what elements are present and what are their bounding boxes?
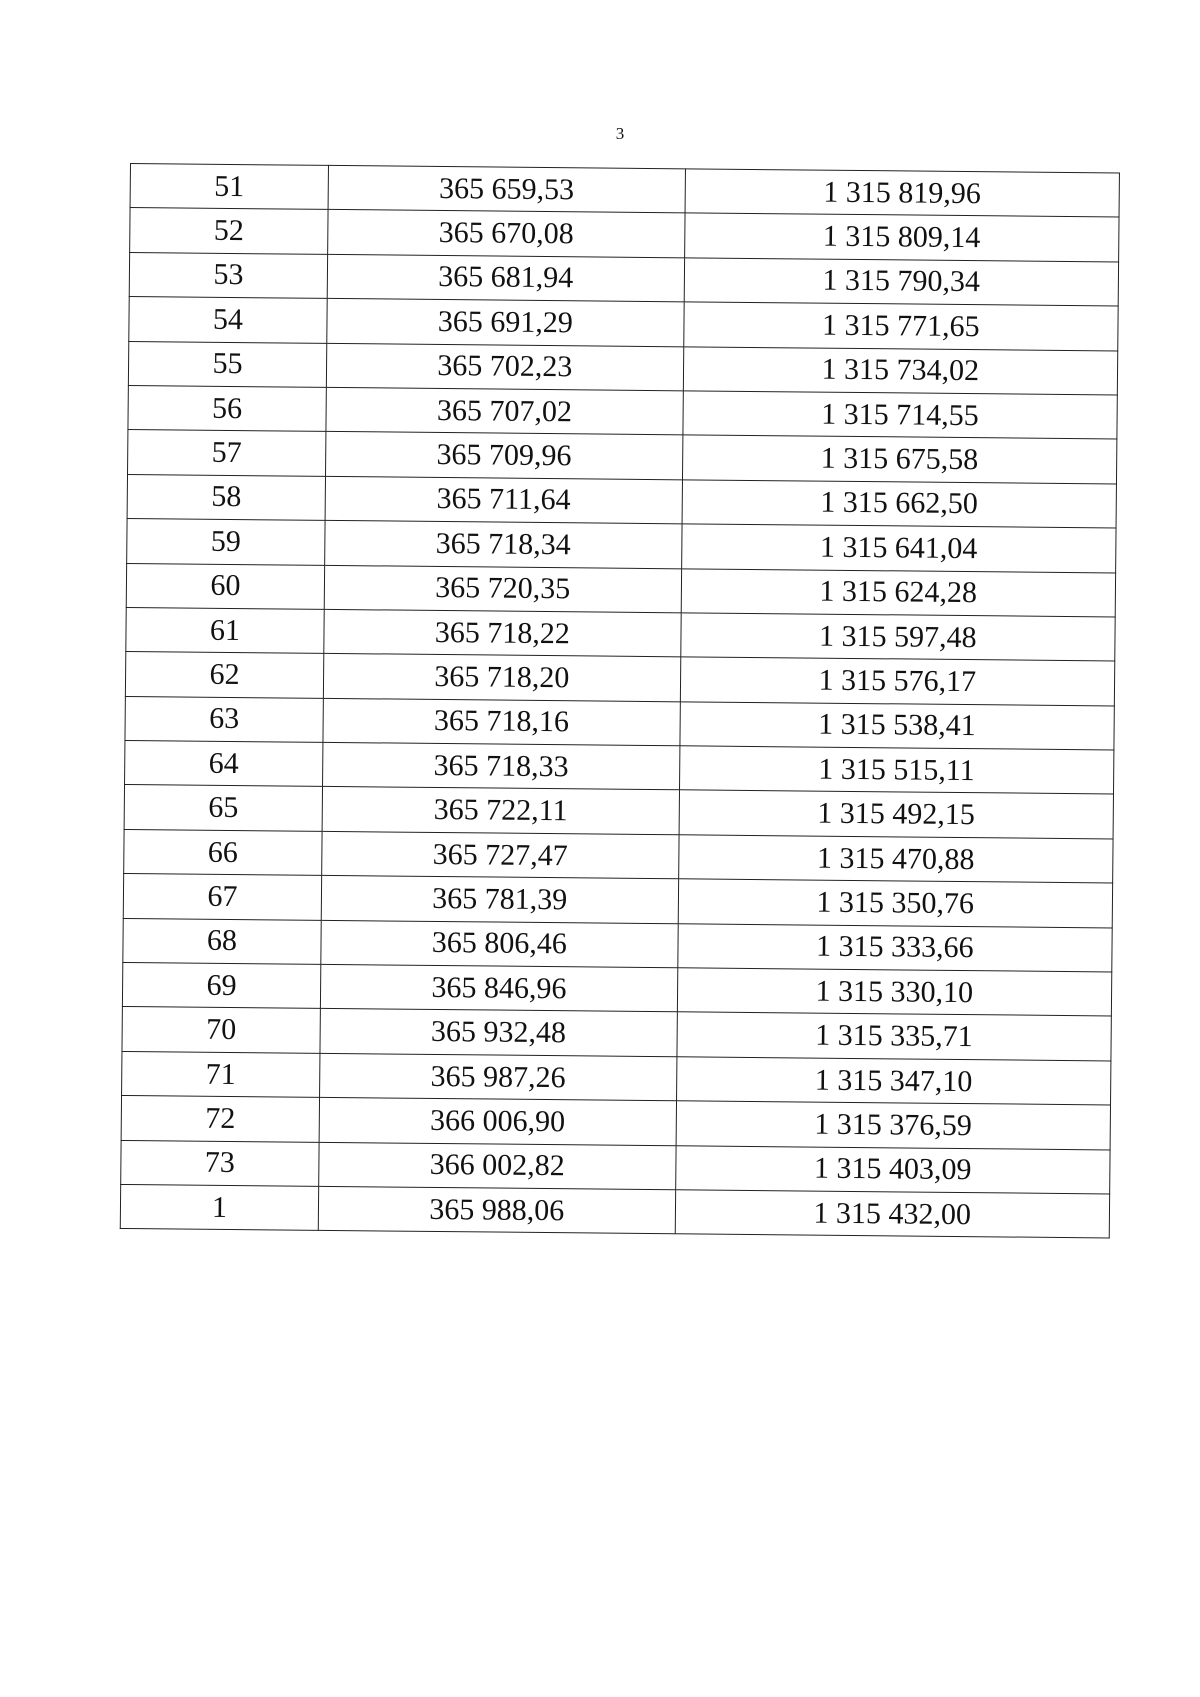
y-coordinate-cell: 1 315 432,00 [675, 1190, 1110, 1239]
point-number-cell: 69 [122, 962, 320, 1008]
point-number-cell: 70 [122, 1007, 320, 1053]
x-coordinate-cell: 365 711,64 [325, 476, 682, 524]
point-number-cell: 65 [124, 785, 322, 831]
x-coordinate-cell: 365 702,23 [326, 343, 683, 391]
point-number-cell: 51 [130, 164, 328, 210]
y-coordinate-cell: 1 315 624,28 [681, 568, 1116, 617]
point-number-cell: 56 [128, 385, 326, 431]
x-coordinate-cell: 365 707,02 [326, 387, 683, 435]
y-coordinate-cell: 1 315 576,17 [680, 657, 1115, 706]
y-coordinate-cell: 1 315 819,96 [685, 169, 1120, 218]
x-coordinate-cell: 365 670,08 [328, 210, 685, 258]
x-coordinate-cell: 365 806,46 [321, 920, 678, 968]
y-coordinate-cell: 1 315 330,10 [677, 968, 1112, 1017]
x-coordinate-cell: 365 727,47 [322, 831, 679, 879]
point-number-cell: 64 [125, 741, 323, 787]
point-number-cell: 57 [128, 430, 326, 476]
y-coordinate-cell: 1 315 403,09 [675, 1145, 1110, 1194]
page-number: 3 [615, 124, 625, 143]
point-number-cell: 60 [126, 563, 324, 609]
x-coordinate-cell: 366 002,82 [319, 1142, 676, 1190]
point-number-cell: 58 [127, 474, 325, 520]
x-coordinate-cell: 365 718,22 [324, 609, 681, 657]
y-coordinate-cell: 1 315 790,34 [684, 258, 1119, 307]
point-number-cell: 73 [121, 1140, 319, 1186]
y-coordinate-cell: 1 315 597,48 [680, 613, 1115, 662]
point-number-cell: 54 [129, 297, 327, 343]
x-coordinate-cell: 365 718,34 [325, 521, 682, 569]
x-coordinate-cell: 365 932,48 [320, 1009, 677, 1057]
y-coordinate-cell: 1 315 350,76 [678, 879, 1113, 928]
x-coordinate-cell: 365 722,11 [322, 787, 679, 835]
point-number-cell: 71 [122, 1051, 320, 1097]
point-number-cell: 68 [123, 918, 321, 964]
y-coordinate-cell: 1 315 809,14 [684, 213, 1119, 262]
y-coordinate-cell: 1 315 538,41 [680, 701, 1115, 750]
point-number-cell: 53 [129, 252, 327, 298]
point-number-cell: 55 [128, 341, 326, 387]
x-coordinate-cell: 365 709,96 [325, 432, 682, 480]
coordinates-table-body [120, 164, 1119, 1239]
point-number-cell: 59 [127, 519, 325, 565]
point-number-cell: 1 [120, 1184, 318, 1230]
y-coordinate-cell: 1 315 347,10 [676, 1057, 1111, 1106]
x-coordinate-cell: 365 846,96 [320, 964, 677, 1012]
x-coordinate-cell: 365 781,39 [321, 876, 678, 924]
table-row [120, 1184, 1109, 1238]
y-coordinate-cell: 1 315 376,59 [676, 1101, 1111, 1150]
x-coordinate-cell: 365 718,20 [323, 654, 680, 702]
y-coordinate-cell: 1 315 675,58 [682, 435, 1117, 484]
x-coordinate-cell: 365 988,06 [318, 1186, 675, 1234]
x-coordinate-cell: 365 691,29 [327, 299, 684, 347]
x-coordinate-cell: 365 659,53 [328, 165, 685, 213]
point-number-cell: 72 [121, 1096, 319, 1142]
x-coordinate-cell: 365 987,26 [320, 1053, 677, 1101]
y-coordinate-cell: 1 315 492,15 [679, 790, 1114, 839]
x-coordinate-cell: 365 718,33 [323, 742, 680, 790]
y-coordinate-cell: 1 315 771,65 [683, 302, 1118, 351]
x-coordinate-cell: 365 718,16 [323, 698, 680, 746]
point-number-cell: 61 [126, 607, 324, 653]
y-coordinate-cell: 1 315 333,66 [677, 923, 1112, 972]
point-number-cell: 62 [125, 652, 323, 698]
y-coordinate-cell: 1 315 470,88 [678, 835, 1113, 884]
x-coordinate-cell: 366 006,90 [319, 1098, 676, 1146]
point-number-cell: 52 [130, 208, 328, 254]
y-coordinate-cell: 1 315 734,02 [683, 346, 1118, 395]
point-number-cell: 66 [124, 829, 322, 875]
y-coordinate-cell: 1 315 641,04 [681, 524, 1116, 573]
y-coordinate-cell: 1 315 714,55 [683, 391, 1118, 440]
point-number-cell: 67 [123, 874, 321, 920]
coordinates-table [120, 163, 1120, 1239]
y-coordinate-cell: 1 315 515,11 [679, 746, 1114, 795]
y-coordinate-cell: 1 315 662,50 [682, 480, 1117, 529]
x-coordinate-cell: 365 720,35 [324, 565, 681, 613]
point-number-cell: 63 [125, 696, 323, 742]
y-coordinate-cell: 1 315 335,71 [677, 1012, 1112, 1061]
x-coordinate-cell: 365 681,94 [327, 254, 684, 302]
